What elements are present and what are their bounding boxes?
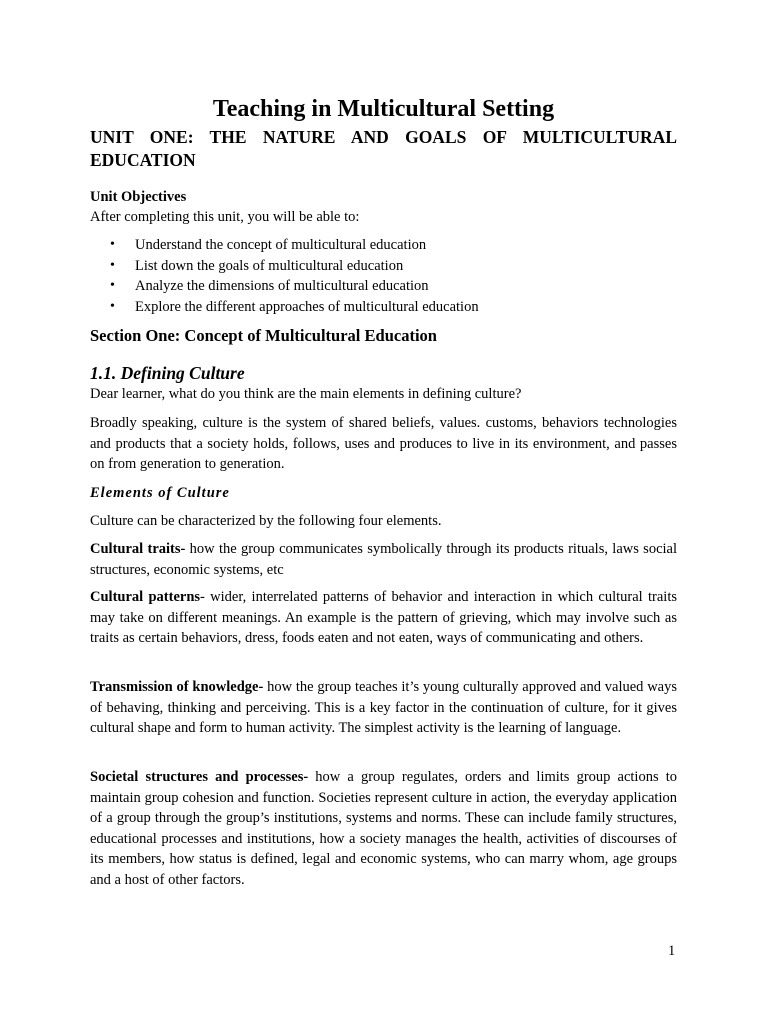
subsection-heading: 1.1. Defining Culture [90,363,245,383]
element-term: Cultural patterns [90,589,201,605]
unit-heading: UNIT ONE: THE NATURE AND GOALS OF MULTICULTURAL EDUCATION [90,127,677,170]
list-item [90,256,677,277]
bullet-icon: • [110,278,115,294]
element-paragraph-cultural-patterns [90,587,677,649]
list-item [90,276,677,297]
section-heading: Section One: Concept of Multicultural Education [90,326,437,345]
culture-definition: Broadly speaking, culture is the system of shared beliefs, values. customs, behaviors technologies and products that a society holds, follows, uses and produces to live in its environment, and passes on from generation to generation. [90,415,677,473]
element-term: Cultural traits- [90,541,186,557]
objective-text: Analyze the dimensions of multicultural education [135,278,429,295]
objectives-intro: After completing this unit, you will be able to: [90,209,360,225]
bullet-icon: • [110,257,115,273]
element-paragraph-cultural-traits [90,539,677,580]
list-item [90,297,677,318]
page-number: 1 [668,943,676,959]
objectives-list [90,235,677,318]
element-term: Societal structures and processes- [90,769,309,785]
elements-heading: Elements of Culture [90,485,230,501]
list-item [90,235,677,256]
objective-text: List down the goals of multicultural education [135,257,404,274]
bullet-icon: • [110,237,115,252]
objective-text: Explore the different approaches of multicultural education [135,299,479,316]
element-description: - wider, interrelated patterns of behavior and interaction in which cultural traits may take on different meanings. An example is the pattern of grieving, which may involve such as traits as certain behaviors, dress, foods eaten and not eaten, ways of communicating and others. [90,589,677,647]
element-paragraph-transmission [90,677,677,739]
elements-intro: Culture can be characterized by the following four elements. [90,513,442,529]
document-title: Teaching in Multicultural Setting [212,96,555,122]
bullet-icon: • [110,299,115,315]
element-description: how the group communicates symbolically through its products rituals, laws social structures, economic systems, etc [90,541,678,578]
element-description: how a group regulates, orders and limits group actions to maintain group cohesion and function. Societies represent culture in action, the everyday application of a group through the group’s institutions, systems and norms. These can include family structures, educational processes and institutions, how a society manages the health, activities of discourses of its members, how status is defined, legal and economic systems, who can marry whom, age groups and a host of other factors. [90,769,677,888]
objective-text: Understand the concept of multicultural education [135,237,427,253]
element-description: how the group teaches it’s young culturally approved and valued ways of behaving, thinking and perceiving. This is a key factor in the continuation of culture, for it gives cultural shape and form to human activity. The simplest activity is the learning of language. [90,679,677,737]
element-term: Transmission of knowledge- [90,679,264,695]
objectives-label: Unit Objectives [90,189,187,205]
subsection-question: Dear learner, what do you think are the main elements in defining culture? [90,386,522,402]
element-paragraph-societal-structures [90,767,677,891]
